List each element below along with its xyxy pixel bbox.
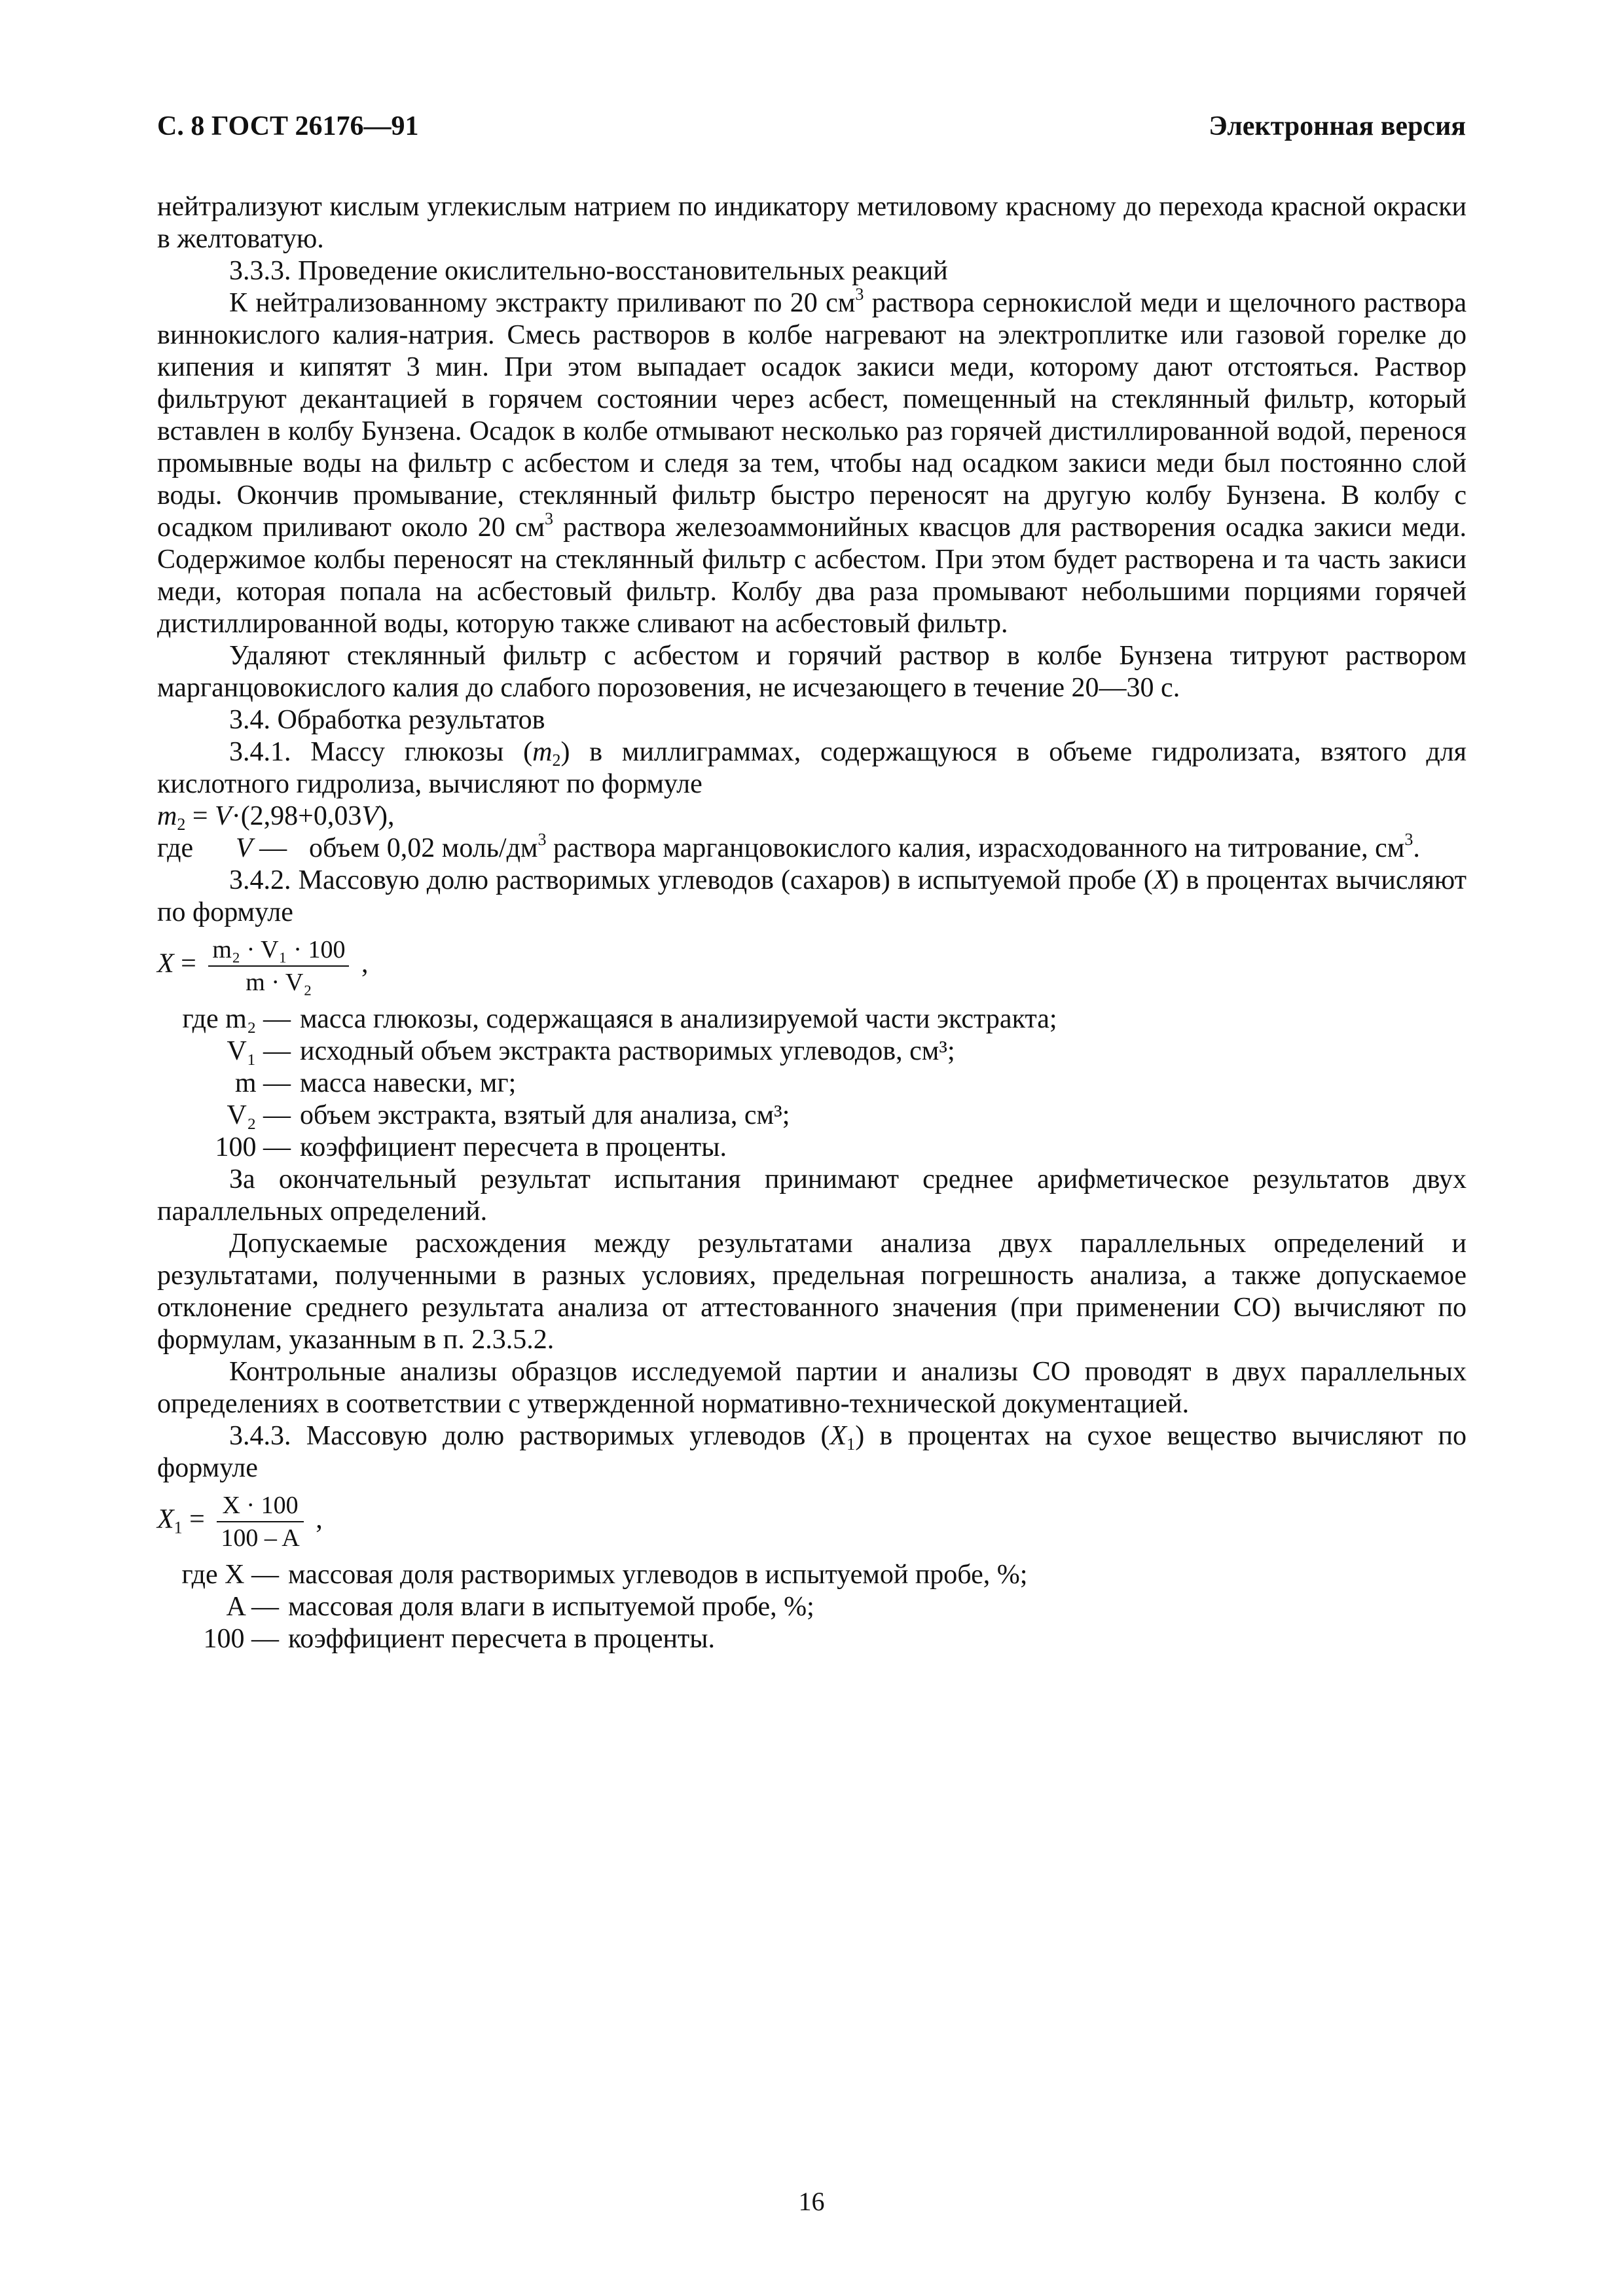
definition-row: где m₂ — масса глюкозы, содержащаяся в анализируемой части экстракта;: [182, 1004, 1057, 1034]
definition-row: 100 — коэффициент пересчета в проценты.: [215, 1132, 727, 1162]
paragraph-redox: К нейтрализованному экстракту приливают по 20 $см^3$ раствора сернокислой меди и щелочного раствора виннокислого калия-натрия. Смесь растворов в колбе нагревают на электроплитке или газовой горелке до кипения и кипятят 3 мин. При этом выпадает осадок закиси меди, которому дают отстояться. Раствор фильтруют декантацией в горячем состоянии через асбест, помещенный на стеклянный фильтр, который вставлен в колбу Бунзена. Осадок в колбе отмывают несколько раз горячей дистиллированной водой, перенося промывные воды на фильтр с асбестом и следя за тем, чтобы над осадком закиси меди был постоянно слой воды. Окончив промывание, стеклянный фильтр быстро переносят на другую колбу Бунзена. В колбу с осадком приливают около 20 $см^3$ раствора железоаммонийных квасцов для растворения осадка закиси меди. Содержимое колбы переносят на стеклянный фильтр с асбестом. При этом будет растворена и та часть закиси меди, которая попала на асбестовый фильтр. Колбу два раза промывают небольшими порциями горячей дистиллированной воды, которую также сливают на асбестовый фильтр.: [157, 284, 1467, 639]
section-3-3-3-heading: 3.3.3. Проведение окислительно-восстановительных реакций: [229, 256, 948, 286]
header-version-label: Электронная версия: [1209, 111, 1466, 141]
paragraph-final-result: За окончательный результат испытания принимают среднее арифметическое результатов двух параллельных определений.: [157, 1164, 1467, 1227]
fraction-x: $\frac{\text{m₂ · V₁ · 100}}{\text{m · V₂}}$: [208, 935, 349, 997]
definition-row: V₁ — исходный объем экстракта растворимых углеводов, см³;: [227, 1036, 955, 1066]
paragraph-control-analyses: Контрольные анализы образцов исследуемой партии и анализы СО проводят в двух параллельных определениях в соответствии с утвержденной нормативно-технической документацией.: [157, 1357, 1467, 1419]
header-standard-code: С. 8 ГОСТ 26176—91: [157, 111, 419, 141]
paragraph-3-4-1: 3.4.1. Массу глюкозы $(m_2)$ в миллиграммах, содержащуюся в объеме гидролизата, взятого для кислотного гидролиза, вычисляют по формуле: [157, 737, 1467, 799]
definitions-formula-x1: [157, 1559, 1467, 1655]
page-number: 16: [798, 2187, 825, 2216]
paragraph-neutralize: нейтрализуют кислым углекислым натрием по индикатору метиловому красному до перехода красной окраски в желтоватую.: [157, 192, 1467, 254]
body-text: [157, 191, 1467, 1655]
definition-row: m — масса навески, мг;: [234, 1068, 517, 1098]
definition-row: где X — массовая доля растворимых углеводов в испытуемой пробе, %;: [181, 1560, 1028, 1590]
definition-row: A — массовая доля влаги в испытуемой пробе, %;: [226, 1592, 814, 1622]
formula-carbohydrate-fraction: X = $\frac{\text{m₂ · V₁ · 100}}{\text{m · V₂}}$ ,: [157, 936, 369, 996]
formula-dry-basis: $X_1$ = $\frac{X \cdot 100}{100 - A}$ ,: [157, 1492, 323, 1552]
paragraph-titration: Удаляют стеклянный фильтр с асбестом и горячий раствор в колбе Бунзена титруют раствором марганцовокислого калия до слабого порозовения, не исчезающего в течение 20—30 с.: [157, 641, 1467, 703]
section-3-4-heading: 3.4. Обработка результатов: [229, 705, 545, 735]
definition-row: 100 — коэффициент пересчета в проценты.: [203, 1624, 716, 1654]
fraction-x1: $\frac{X \cdot 100}{100 - A}$: [217, 1491, 303, 1552]
paragraph-3-4-2: 3.4.2. Массовую долю растворимых углеводов (сахаров) в испытуемой пробе (X) в процентах вычисляют по формуле: [157, 865, 1467, 927]
definition-v: где V — объем 0,02 моль/$дм^3$ раствора марганцовокислого калия, израсходованного на титрование, $см^3$.: [157, 829, 1420, 863]
definition-row: V₂ — объем экстракта, взятый для анализа, см³;: [227, 1100, 790, 1130]
formula-glucose-mass: $m_2 = V\cdot(2,98+0,03V)$,: [157, 801, 395, 834]
paragraph-3-4-3: 3.4.3. Массовую долю растворимых углеводов $(X_1)$ в процентах на сухое вещество вычисляют по формуле: [157, 1421, 1467, 1483]
paragraph-tolerances: Допускаемые расхождения между результатами анализа двух параллельных определений и результатами, полученными в разных условиях, предельная погрешность анализа, а также допускаемое отклонение среднего результата анализа от аттестованного значения (при применении СО) вычисляют по формулам, указанным в п. 2.3.5.2.: [157, 1229, 1467, 1355]
definitions-formula-x: [157, 1003, 1467, 1164]
